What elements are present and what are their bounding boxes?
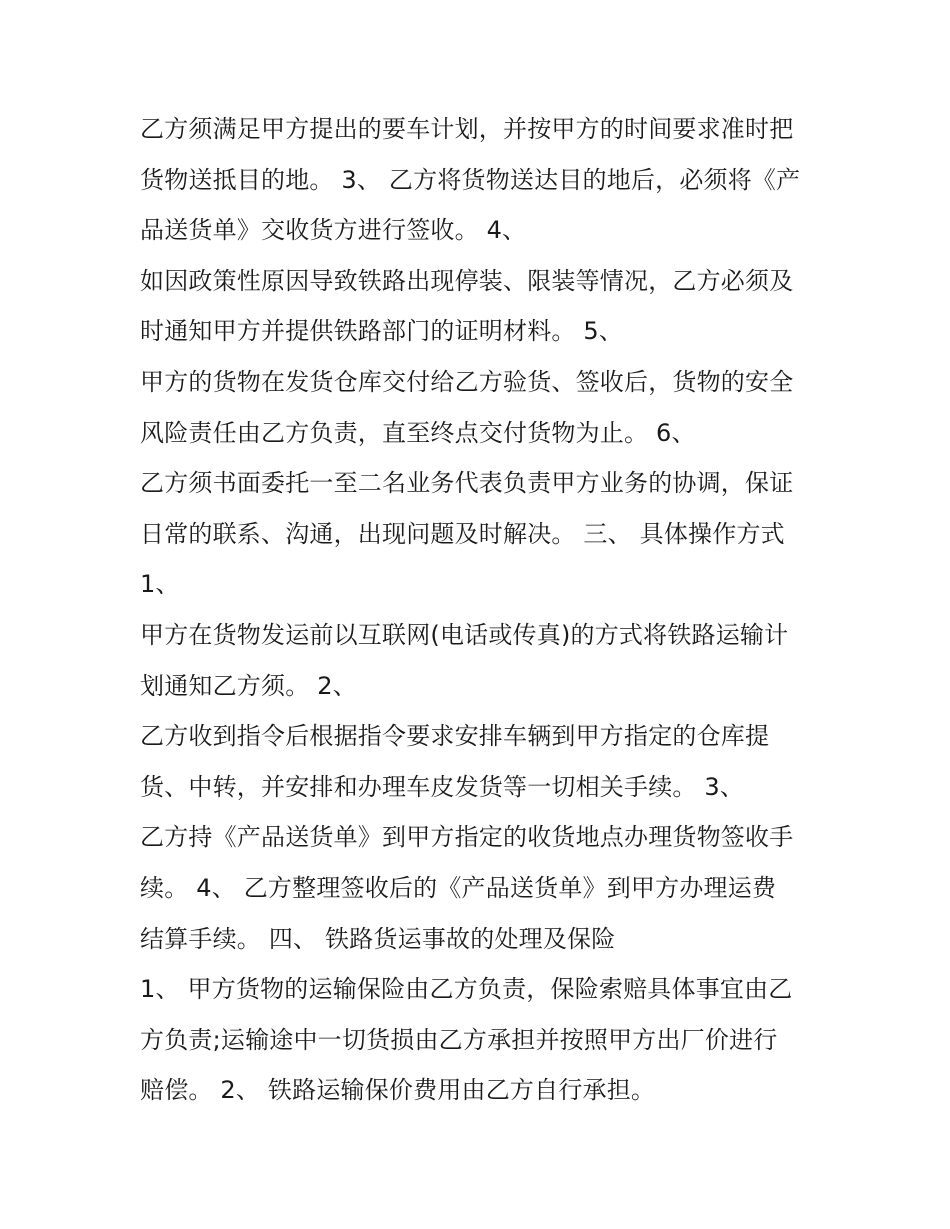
text-line: 日常的联系、沟通，出现问题及时解决。 三、 具体操作方式: [140, 519, 785, 548]
text-line: 货、中转，并安排和办理车皮发货等一切相关手续。 3、: [140, 772, 745, 801]
text-line: 甲方在货物发运前以互联网(电话或传真)的方式将铁路运输计: [140, 620, 789, 649]
text-line: 结算手续。 四、 铁路货运事故的处理及保险: [140, 924, 616, 953]
text-line: 如因政策性原因导致铁路出现停装、限装等情况，乙方必须及: [140, 266, 794, 295]
contract-text: [140, 104, 830, 1116]
text-line: 1、 甲方货物的运输保险由乙方负责，保险索赔具体事宜由乙: [140, 975, 793, 1004]
text-line: 乙方收到指令后根据指令要求安排车辆到甲方指定的仓库提: [140, 722, 770, 751]
text-line: 品送货单》交收货方进行签收。 4、: [140, 216, 527, 245]
text-line: 续。 4、 乙方整理签收后的《产品送货单》到甲方办理运费: [140, 873, 777, 902]
text-line: 方负责;运输途中一切货损由乙方承担并按照甲方出厂价进行: [140, 1025, 778, 1054]
text-line: 赔偿。 2、 铁路运输保价费用由乙方自行承担。: [140, 1076, 656, 1105]
text-line: 乙方须满足甲方提出的要车计划，并按甲方的时间要求准时把: [140, 115, 794, 143]
text-line: 乙方持《产品送货单》到甲方指定的收货地点办理货物签收手: [140, 823, 794, 852]
text-line: 乙方须书面委托一至二名业务代表负责甲方业务的协调，保证: [140, 469, 794, 498]
text-line: 1、: [140, 570, 180, 599]
text-line: 风险责任由乙方负责，直至终点交付货物为止。 6、: [140, 418, 696, 447]
text-line: 时通知甲方并提供铁路部门的证明材料。 5、: [140, 317, 624, 346]
text-line: 划通知乙方须。 2、: [140, 671, 357, 700]
text-line: 货物送抵目的地。 3、 乙方将货物送达目的地后，必须将《产: [140, 165, 801, 194]
text-line: 甲方的货物在发货仓库交付给乙方验货、签收后，货物的安全: [140, 367, 794, 396]
